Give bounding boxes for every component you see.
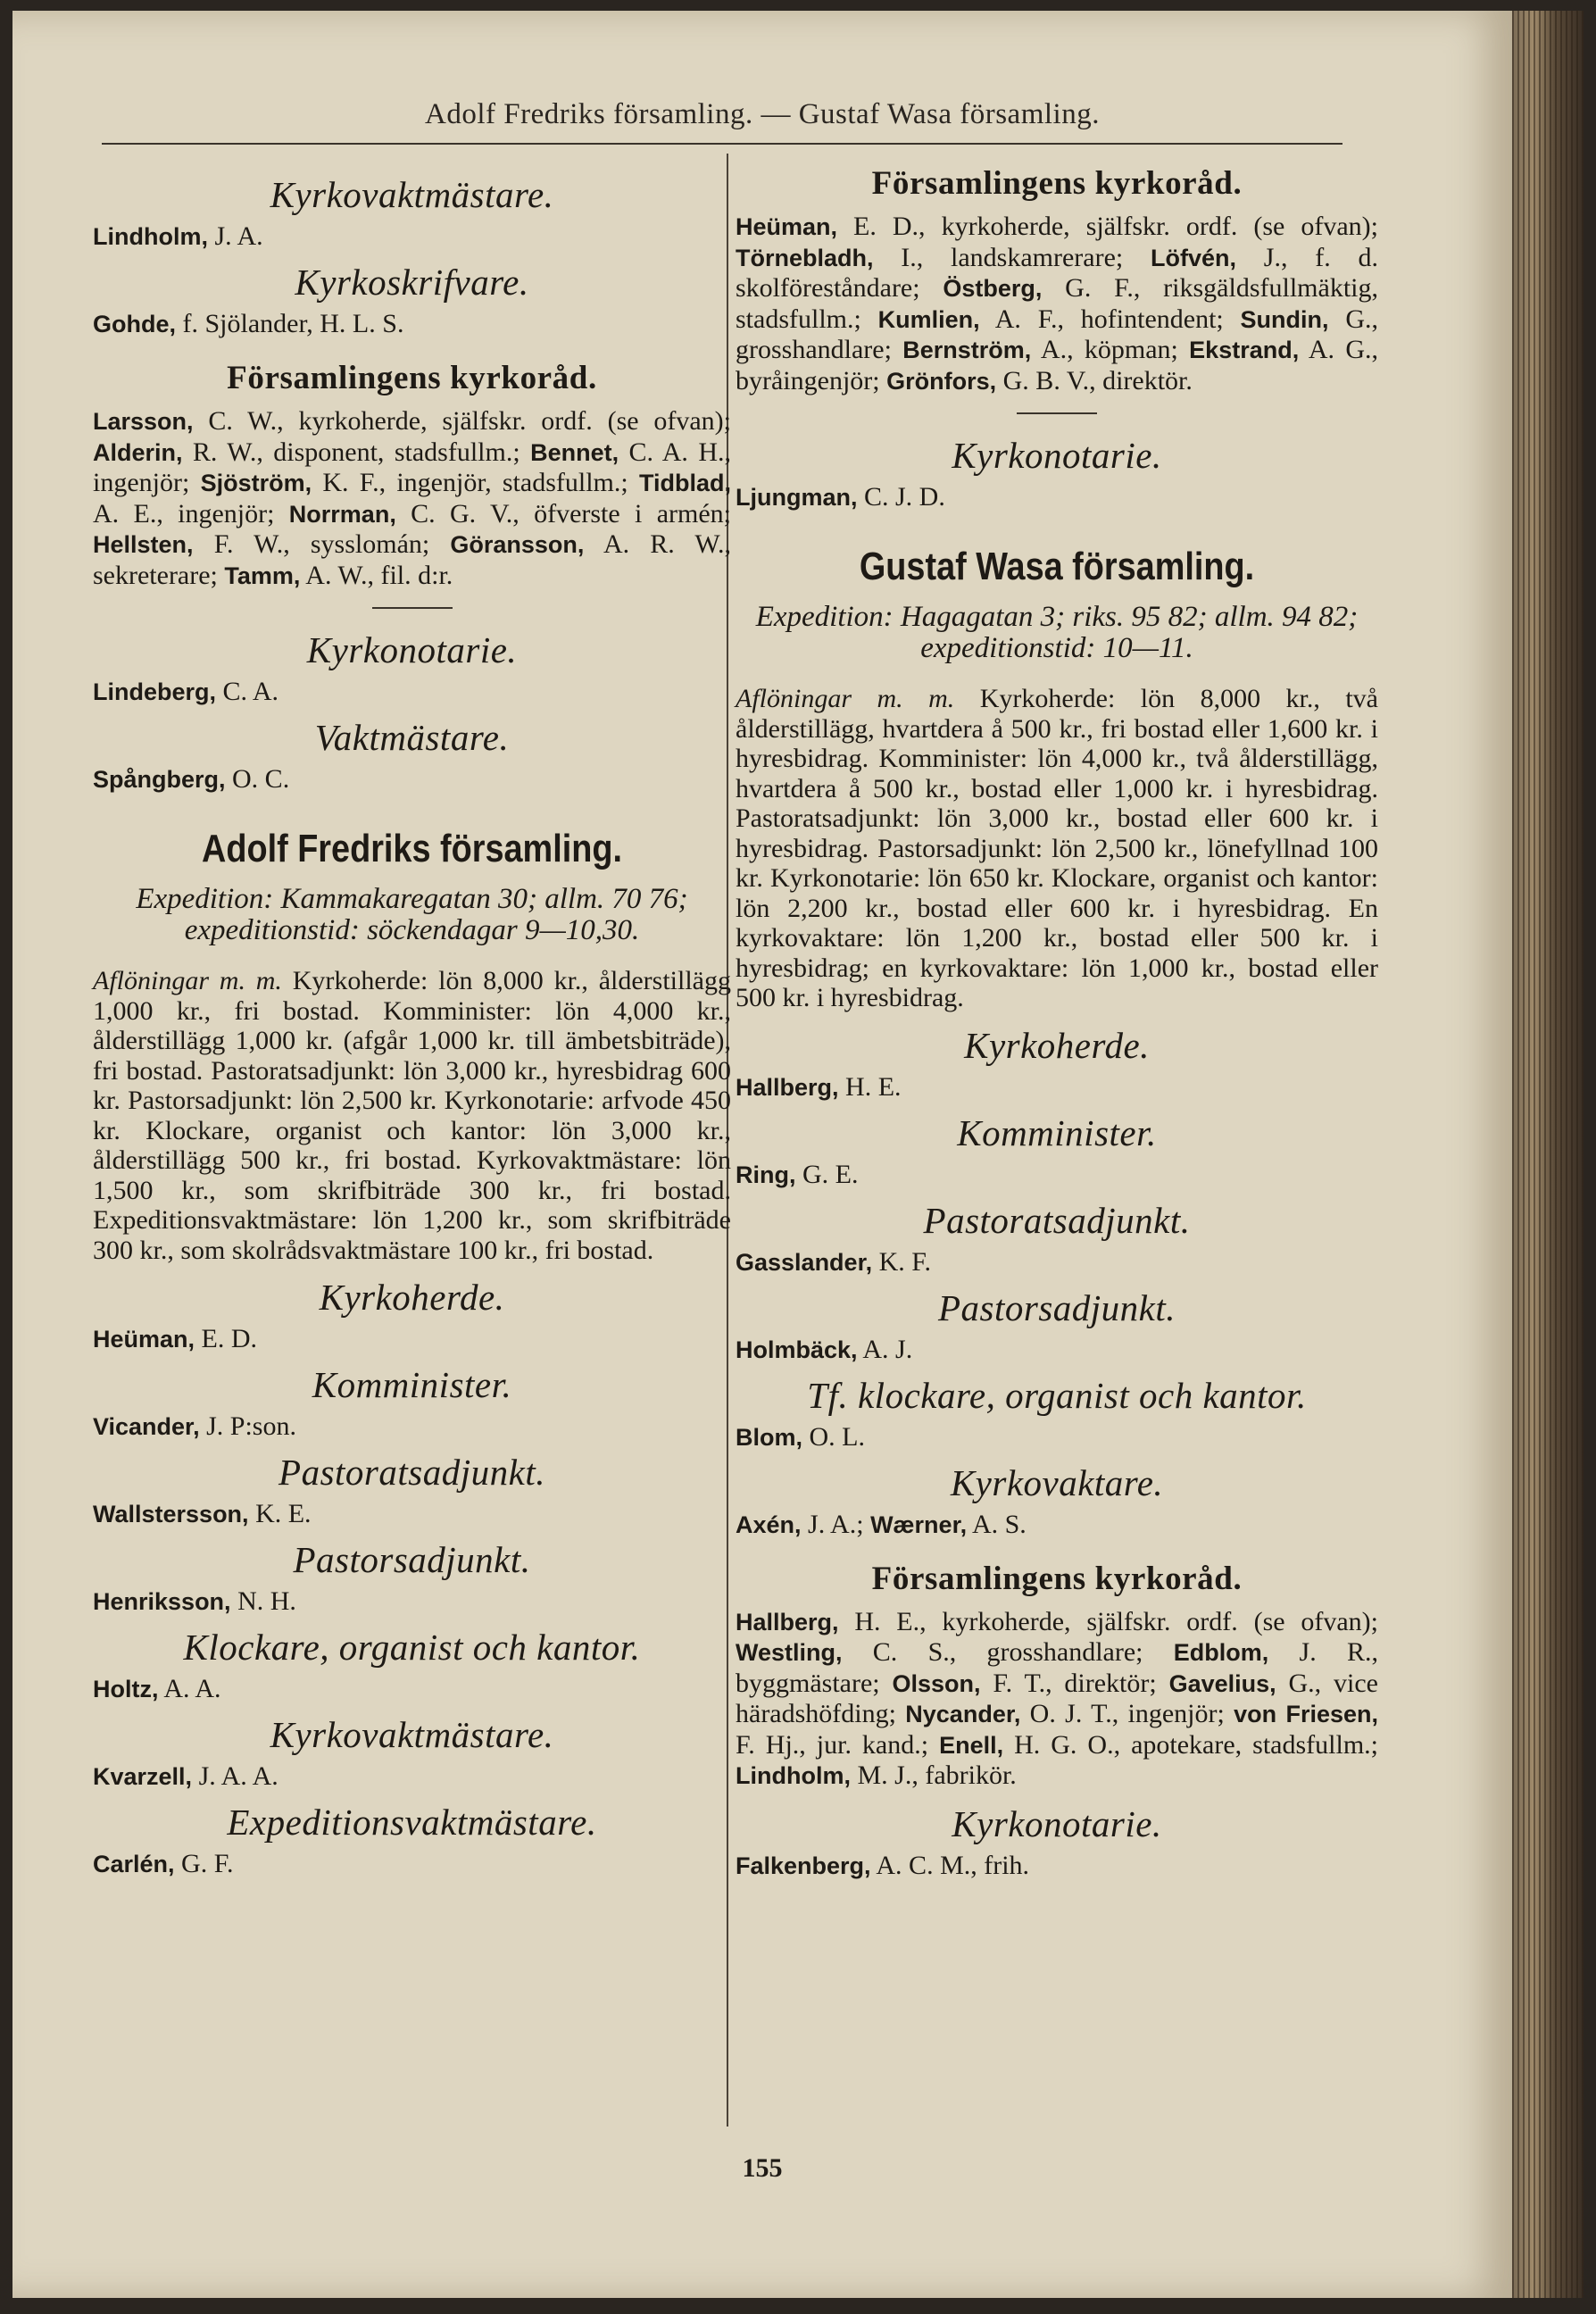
entry-kyrkoherde: Heüman, E. D. — [93, 1324, 258, 1353]
heading-expeditionsvaktmastare: Expeditionsvaktmästare. — [227, 1802, 597, 1843]
kyrkorad-members: Larsson, C. W., kyrkoherde, själfskr. ordf. (se ofvan); Alderin, R. W., disponent, stadsfullm.; Bennet, C. A. H., ingenjör; Sjöström, K. F., ingenjör, stadsfullm.; Tidblad, A. E., ingenjör; Norrman, C. G. V., öfverste i armén; Hellsten, F. W., sysslomán; Göransson, A. R. W., sekreterare; Tamm, A. W., fil. d:r. — [93, 406, 731, 590]
person-name: Gohde, — [93, 311, 176, 337]
book-page — [12, 11, 1512, 2298]
person-name: Lindeberg, — [93, 678, 217, 705]
heading-kyrkovaktmastare: Kyrkovaktmästare. — [270, 174, 554, 215]
heading-komminister: Komminister. — [312, 1364, 512, 1405]
entry-klockare: Holtz, A. A. — [93, 1674, 221, 1703]
left-column — [93, 164, 731, 1888]
entry-vaktmastare: Spångberg, O. C. — [93, 764, 290, 794]
entry-kyrkonotarie-right-2: Falkenberg, A. C. M., frih. — [736, 1850, 1030, 1880]
person-name: Wallstersson, — [93, 1501, 249, 1527]
running-header: Adolf Fredriks församling. — Gustaf Wasa församling. — [425, 98, 1100, 130]
entry-klockare-right: Blom, O. L. — [736, 1421, 866, 1452]
heading-kyrkonotarie-right: Kyrkonotarie. — [952, 435, 1162, 476]
book-spine-texture — [1512, 11, 1584, 2298]
entry-kyrkonotarie-right: Ljungman, C. J. D. — [736, 482, 945, 512]
page-number: 155 — [742, 2153, 783, 2183]
entry-kyrkovaktmastare: Lindholm, J. A. — [93, 221, 263, 251]
person-name: Falkenberg, — [736, 1852, 871, 1879]
heading-klockare-right: Tf. klockare, organist och kantor. — [807, 1374, 1307, 1416]
entry-komminister: Vicander, J. P:son. — [93, 1411, 296, 1441]
person-name: Heüman, — [93, 1326, 195, 1353]
heading-komminister-right: Komminister. — [957, 1111, 1157, 1153]
entry-kyrkonotarie: Lindeberg, C. A. — [93, 677, 279, 706]
entry-expeditionsvaktmastare: Carlén, G. F. — [93, 1849, 234, 1878]
person-name: Lindholm, — [93, 223, 208, 250]
person-name: Holtz, — [93, 1676, 159, 1702]
heading-pastoratsadjunkt-right: Pastoratsadjunkt. — [923, 1199, 1191, 1241]
section-rule — [1017, 412, 1097, 414]
expedition-info-right: Expedition: Hagagatan 3; riks. 95 82; allm. 94 82; expeditionstid: 10—11. — [755, 601, 1359, 664]
person-name: Kvarzell, — [93, 1763, 193, 1790]
heading-kyrkorad-right: Församlingens kyrkoråd. — [871, 165, 1243, 202]
entry-komminister-right: Ring, G. E. — [736, 1159, 859, 1189]
heading-pastorsadjunkt: Pastorsadjunkt. — [293, 1539, 531, 1580]
entry-pastorsadjunkt: Henriksson, N. H. — [93, 1586, 296, 1616]
entry-kyrkovaktmastare-2: Kvarzell, J. A. A. — [93, 1761, 278, 1791]
header-rule — [102, 143, 1342, 145]
right-column — [736, 164, 1378, 1890]
entry-kyrkoherde-right: Hallberg, H. E. — [736, 1071, 902, 1102]
parish-title-adolf-fredrik: Adolf Fredriks församling. — [202, 827, 622, 870]
entry-kyrkoskrifvare: Gohde, f. Sjölander, H. L. S. — [93, 309, 404, 338]
person-name: Blom, — [736, 1423, 803, 1451]
expedition-info: Expedition: Kammakaregatan 30; allm. 70 76; expeditionstid: söckendagar 9—10,30. — [136, 883, 688, 946]
heading-pastorsadjunkt-right: Pastorsadjunkt. — [937, 1286, 1176, 1328]
person-name: Vicander, — [93, 1413, 200, 1440]
entry-pastoratsadjunkt: Wallstersson, K. E. — [93, 1499, 312, 1528]
heading-kyrkorad-right-2: Församlingens kyrkoråd. — [871, 1560, 1243, 1597]
person-name: Ring, — [736, 1161, 796, 1188]
heading-klockare: Klockare, organist och kantor. — [183, 1627, 641, 1668]
entry-kyrkovaktare: Axén, J. A.; Wærner, A. S. — [736, 1509, 1027, 1539]
heading-kyrkoskrifvare: Kyrkoskrifvare. — [295, 262, 529, 303]
person-name: Hallberg, — [736, 1073, 839, 1101]
heading-kyrkonotarie: Kyrkonotarie. — [306, 629, 518, 670]
entry-pastorsadjunkt-right: Holmbäck, A. J. — [736, 1334, 913, 1364]
heading-pastoratsadjunkt: Pastoratsadjunkt. — [278, 1452, 545, 1493]
person-name: Ljungman, — [736, 484, 858, 511]
entry-pastoratsadjunkt-right: Gasslander, K. F. — [736, 1246, 932, 1277]
afloningar-paragraph: Aflöningar m. m. Kyrkoherde: lön 8,000 kr., ålderstillägg 1,000 kr., fri bostad. Komminister: lön 4,000 kr., ålderstillägg 1,000 kr. (afgår 1,000 kr. till ämbetsbiträde), fri bostad. Pastoratsadjunkt: lön 3,000 kr., hyresbidrag 600 kr. Pastorsadjunkt: lön 2,500 kr. Kyrkonotarie: arfvode 450 kr. Klockare, organist och kantor: lön 3,000 kr., ålderstillägg 500 kr., fri bostad. Kyrkovaktmästare: lön 1,500 kr., som skrifbiträde 300 kr., fri bostad. Expeditionsvaktmästare: lön 1,200 kr., som skrifbiträde 300 kr., som skolrådsvaktmästare 100 kr., fri bostad. — [93, 966, 731, 1265]
heading-kyrkovaktmastare-2: Kyrkovaktmästare. — [270, 1714, 554, 1755]
heading-kyrkoherde: Kyrkoherde. — [319, 1277, 505, 1318]
heading-kyrkoherde-right: Kyrkoherde. — [964, 1024, 1150, 1066]
parish-title-gustaf-wasa: Gustaf Wasa församling. — [859, 545, 1255, 588]
kyrkorad-members-right: Heüman, E. D., kyrkoherde, själfskr. ordf. (se ofvan); Törnebladh, I., landskamrerare; Löfvén, J., f. d. skolföreståndare; Östberg, G. F., riksgäldsfullmäktig, stadsfullm.; Kumlien, A. F., hofintendent; Sundin, G., grosshandlare; Bernström, A., köpman; Ekstrand, A. G., byråingenjör; Grönfors, G. B. V., direktör. — [736, 212, 1378, 395]
heading-vaktmastare: Vaktmästare. — [314, 717, 510, 758]
person-name: Henriksson, — [93, 1588, 231, 1615]
heading-kyrkovaktare: Kyrkovaktare. — [950, 1461, 1164, 1503]
person-name: Holmbäck, — [736, 1336, 858, 1363]
heading-kyrkorad: Församlingens kyrkoråd. — [227, 360, 597, 396]
afloningar-paragraph-right: Aflöningar m. m. Kyrkoherde: lön 8,000 kr., två ålderstillägg, hvartdera å 500 kr., fri bostad eller 1,600 kr. i hyresbidrag. Komminister: lön 4,000 kr., två ålderstillägg, hvartdera å 500 kr., bostad eller 1,000 kr. i hyresbidrag. Pastoratsadjunkt: lön 3,000 kr., bostad eller 600 kr. i hyresbidrag. Pastorsadjunkt: lön 2,500 kr., lönefyllnad 100 kr. Kyrkonotarie: lön 650 kr. Klockare, organist och kantor: lön 2,200 kr., bostad eller 600 kr. i hyresbidrag. En kyrkovaktare: lön 1,200 kr., bostad eller 500 kr. i hyresbidrag; en kyrkovaktare: lön 1,000 kr., bostad eller 500 kr. i hyresbidrag. — [736, 684, 1378, 1012]
person-name: Carlén, — [93, 1851, 175, 1877]
person-name: Spångberg, — [93, 766, 226, 793]
person-name: Wærner, — [870, 1511, 968, 1538]
person-name: Axén, — [736, 1511, 802, 1538]
kyrkorad-members-right-2: Hallberg, H. E., kyrkoherde, själfskr. ordf. (se ofvan); Westling, C. S., grosshandlare; Edblom, J. R., byggmästare; Olsson, F. T., direktör; Gavelius, G., vice häradshöfding; Nycander, O. J. T., ingenjör; von Friesen, F. Hj., jur. kand.; Enell, H. G. O., apotekare, stadsfullm.; Lindholm, M. J., fabrikör. — [736, 1606, 1379, 1790]
section-rule — [372, 607, 453, 609]
heading-kyrkonotarie-right-2: Kyrkonotarie. — [952, 1802, 1162, 1844]
person-name: Gasslander, — [736, 1248, 873, 1276]
